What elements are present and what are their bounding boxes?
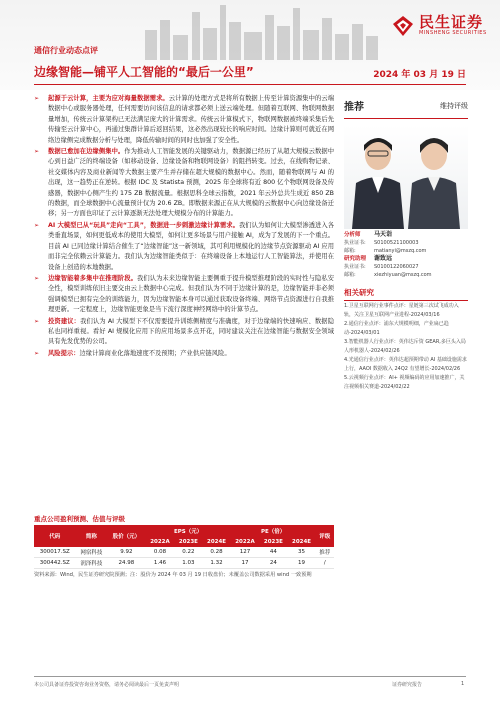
cell-pe: 35: [287, 547, 315, 558]
bullet-arrow-icon: ➢: [34, 221, 40, 229]
assistant-email[interactable]: xiezhiyuan@mszq.com: [374, 272, 432, 278]
bullet-arrow-icon: ➢: [34, 148, 40, 156]
email-label: 邮箱:: [344, 272, 356, 278]
cell-code: 300442.SZ: [34, 558, 75, 569]
paragraph-lead: 投资建议：: [48, 317, 81, 325]
table-row: [34, 547, 334, 558]
paragraph-text: 边缘计算商业化落地速度不及预期；产业供应链风险。: [79, 349, 231, 357]
col-eps: EPS（元）: [146, 525, 231, 536]
col-pe-year: 2024E: [287, 536, 315, 547]
rating-header: [344, 94, 468, 119]
analyst-email[interactable]: matianyi@mszq.com: [374, 248, 427, 254]
rating-status: 维持评级: [440, 101, 468, 110]
col-eps-year: 2022A: [146, 536, 175, 547]
email-label: 邮箱:: [344, 248, 356, 254]
cell-eps: 1.46: [146, 558, 175, 569]
cert-label: 执业证书:: [344, 240, 366, 246]
col-code: 代码: [34, 525, 75, 547]
footer-report-label: 证券研究报告: [392, 682, 423, 688]
analyst-name: 马天诣: [374, 231, 393, 238]
col-eps-year: 2023E: [174, 536, 202, 547]
related-research-title: 相关研究: [344, 287, 468, 301]
page-number: 1: [461, 681, 465, 687]
assistant-role: 研究助理: [344, 256, 367, 262]
paragraph-investment: [34, 317, 334, 348]
paragraph-cloud-origin: [34, 94, 334, 146]
report-title: 边缘智能—铺平人工智能的“最后一公里”: [34, 65, 254, 79]
cert-label: 执业证书:: [344, 264, 366, 270]
paragraph-lead: AI 大模型已从“玩具”走向“工具”，数据进一步刺激边缘计算需求。: [48, 221, 239, 229]
header-band: [0, 0, 500, 90]
main-content: [34, 94, 334, 360]
cell-eps: 0.28: [202, 547, 230, 558]
paragraph-risk: [34, 349, 334, 359]
cell-name: 网宿科技: [75, 547, 107, 558]
cell-name: 润泽科技: [75, 558, 107, 569]
analyst-photos: [344, 125, 468, 229]
paragraph-edge-data: [34, 147, 334, 220]
sidebar: [344, 94, 468, 391]
assistant-name: 谢致远: [374, 255, 393, 262]
paragraph-inference: [34, 274, 334, 316]
cell-price: 24.98: [107, 558, 145, 569]
table-source-note: 资料来源：Wind，民生证券研究院预测；注：股价为 2024 年 03 月 19 日收盘价；未覆盖公司数据采用 wind 一致预期: [34, 572, 312, 578]
table-title: 重点公司盈利预测、估值与评级: [34, 515, 125, 523]
rating-title: 推荐: [344, 102, 364, 113]
cell-price: 9.92: [107, 547, 145, 558]
cell-rating: 推荐: [316, 547, 334, 558]
paragraph-text: 我们认为如何让大模型渗透进入各类垂直场景，如何更低成本的使用大模型，如何让更多场景与用户接触 AI，成为了发展的下一个重点。目前 AI 已同边缘计算结合催生了“边缘智能”这一新领域，其可利用规模化的边缘节点资源驱动 AI 应用而非完全依赖云计算能力。我们认为边缘智能类似于：在终端设备上本地运行人工智能算法，并使用在设备上创造的本地数据。: [48, 221, 335, 271]
analyst-cert: S0100521100003: [374, 240, 419, 246]
cell-pe: 19: [287, 558, 315, 569]
report-date: 2024 年 03 月 19 日: [373, 70, 466, 80]
col-eps-year: 2024E: [202, 536, 230, 547]
bullet-arrow-icon: ➢: [34, 317, 40, 325]
related-research-item[interactable]: 2.通信行业点评：浦东大规模明细，产业扁已趋动-2024/03/01: [344, 321, 449, 336]
paragraph-text: 我们认为 AI 大模型下不仅需要提升训练侧精度与准确度，对于边缘端的快速响应、数据隐私也同样重视。看好 AI 规模化应用下的应用场景多点开花，同时建议关注在边缘智能与数据安全领域具有先发优势的公司。: [48, 317, 334, 346]
paragraph-ai-model: [34, 221, 334, 273]
logo-name-en: MINSHENG SECURITIES: [419, 30, 487, 36]
footer-divider: [34, 676, 466, 677]
company-logo: [392, 14, 487, 37]
assistant-cert: S0100122060027: [374, 264, 419, 270]
cell-pe: 24: [259, 558, 287, 569]
bullet-arrow-icon: ➢: [34, 95, 40, 102]
col-pe: PE（倍）: [231, 525, 316, 536]
logo-name-cn: 民生证券: [419, 13, 484, 31]
cell-eps: 1.32: [202, 558, 230, 569]
analyst-photo-icon: [350, 129, 406, 229]
report-type: 通信行业动态点评: [34, 46, 98, 55]
city-skyline-image: [140, 0, 380, 60]
cell-eps: 0.22: [174, 547, 202, 558]
col-price: 股价（元）: [107, 525, 145, 547]
paragraph-lead: 数据已愈加在边缘侧集中。: [48, 148, 125, 156]
analyst-info: [344, 231, 468, 279]
analyst-role: 分析师: [344, 232, 361, 238]
cell-code: 300017.SZ: [34, 547, 75, 558]
col-name: 简称: [75, 525, 107, 547]
col-pe-year: 2022A: [231, 536, 260, 547]
footer-disclaimer: 本公司具备证券投资咨询业务资格，请务必阅读最后一页免责声明: [34, 682, 180, 688]
paragraph-lead: 风险提示：: [48, 349, 80, 357]
related-research-item[interactable]: 4.光通信行业点评：英伟达超预期带动 AI 基础设施需求上行，AAOI 数据收入 24Q2 有望增长-2024/02/26: [344, 357, 467, 372]
related-research-item[interactable]: 3.智能机器人行业点评：英伟达斥资 GEAR,多巨头入局人形机器人-2024/02/26: [344, 339, 466, 354]
assistant-photo-icon: [406, 129, 462, 229]
logo-mark-icon: [392, 15, 414, 37]
paragraph-lead: 边缘智能着多集中在推理阶段。: [48, 274, 137, 282]
paragraph-text: 作为推动人工智能发展的关键驱动力，数据源已经历了从超大规模云数据中心到日益广泛的终端设备（如移动设备、边缘设备和物联网设备）的阻挡转变。过去，在线购物记录、社交媒体内容及商业新闻等大数据主要产生并存储在超大规模的数据中心。然而，随着物联网与 AI 的出现，这一趋势正在逆转。根据 IDC 及 Statista 预测，2025 年全球将有近 800 亿个物联网设备及传感器，数据中心侧产生约 175 ZB 数据流量。根据思科全球云指数，2021 年云外总共生成近 850 ZB 的数据，而全球数据中心流量预计仅为 20.6 ZB。即数据来源正在从大规模的云数据中心向边缘设备迁移；另一方面也印证了云计算逐渐无法处理大规模分布的计算能力。: [48, 148, 335, 218]
paragraph-text: 云计算的处理方式是将所有数据上传至计算资源集中的云端数据中心或服务器处理，任何需要访问该信息的请求都必须上送云端处理。但随着互联网、物联网数据量增加，传统云计算架构已无法满足庞大的计算需求。传统云计算模式下，物联网数据被终端采集后先传输至云计算中心，再通过集群计算后返回结果，这必然出现较长的响应时间。边缘计算则可就近在网络边缘侧完成数据分析与处理，降低传输时间的同时也加强了安全性。: [48, 95, 335, 144]
related-research-item[interactable]: 1.卫星互联网行业事件点评：星链第三次试飞成功入轨，关注卫星互联网产业进程-2024/03/16: [344, 303, 459, 318]
cell-eps: 1.03: [174, 558, 202, 569]
col-rating: 评级: [316, 525, 334, 547]
related-research-item[interactable]: 5.云视频行业点评：AI+ 视频编码的应用加速推广，关注视频相关赛道-2024/02/22: [344, 375, 465, 390]
cell-pe: 127: [231, 547, 260, 558]
cell-rating: /: [316, 558, 334, 569]
col-pe-year: 2023E: [259, 536, 287, 547]
cell-eps: 0.08: [146, 547, 175, 558]
paragraph-text: 我们认为未来边缘智能主要侧重于提升模型推理阶段的实时性与隐私安全性，模型训练依旧主要交由云上数据中心完成。但我们认为不同于边缘计算的是，边缘智能并非必须强调模型已拥有完全的训练能力，因为边缘智能本身可以通过获取设备终端、网络节点资源进行自我推理更新。一定程度上，边缘智能更象是当下流行深度神经网络中的计算节点。: [48, 274, 335, 314]
cell-pe: 17: [231, 558, 260, 569]
bullet-arrow-icon: ➢: [34, 349, 40, 357]
paragraph-lead: 起源于云计算，主要为应对海量数据需求。: [48, 95, 169, 102]
header-divider: [34, 84, 466, 85]
forecast-table-section: [34, 514, 334, 580]
bullet-arrow-icon: ➢: [34, 274, 40, 282]
forecast-table: [34, 525, 334, 569]
table-row: [34, 558, 334, 569]
cell-pe: 44: [259, 547, 287, 558]
